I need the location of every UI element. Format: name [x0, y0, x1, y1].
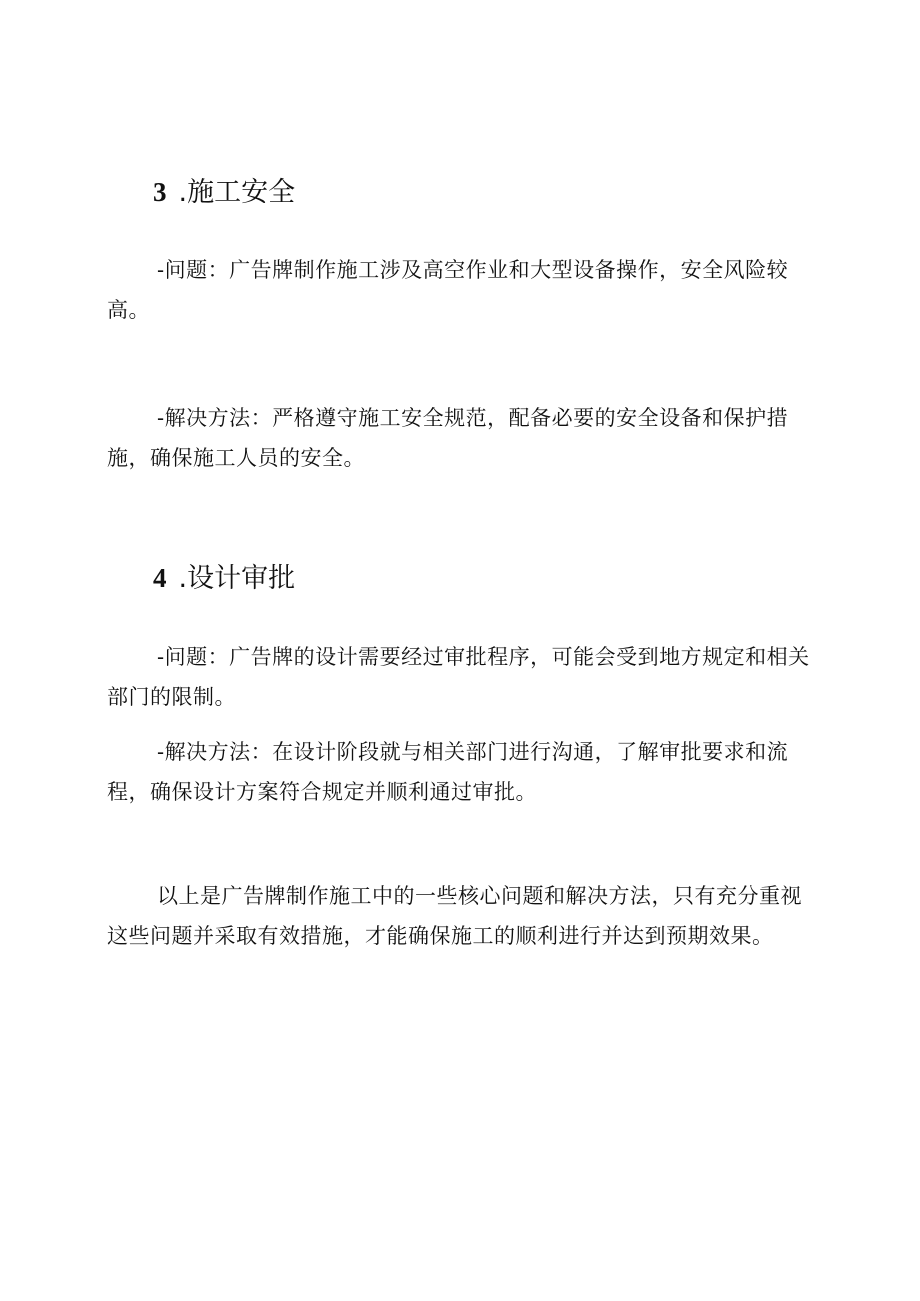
solution-paragraph: -解决方法：在设计阶段就与相关部门进行沟通，了解审批要求和流程，确保设计方案符合规定并顺利通过审批。	[107, 740, 789, 804]
problem-paragraph: -问题：广告牌制作施工涉及高空作业和大型设备操作，安全风险较高。	[107, 258, 789, 322]
section-number: 4	[153, 563, 167, 593]
section-title: .设计审批	[178, 563, 296, 594]
section-number: 3	[153, 177, 167, 207]
solution-paragraph: -解决方法：严格遵守施工安全规范，配备必要的安全设备和保护措施，确保施工人员的安全。	[107, 406, 789, 470]
section-heading	[153, 176, 295, 209]
section-heading	[153, 562, 295, 595]
problem-paragraph: -问题：广告牌的设计需要经过审批程序，可能会受到地方规定和相关部门的限制。	[107, 645, 810, 709]
section-title: .施工安全	[178, 177, 296, 208]
conclusion-paragraph: 以上是广告牌制作施工中的一些核心问题和解决方法，只有充分重视这些问题并采取有效措施，才能确保施工的顺利进行并达到预期效果。	[107, 884, 802, 948]
